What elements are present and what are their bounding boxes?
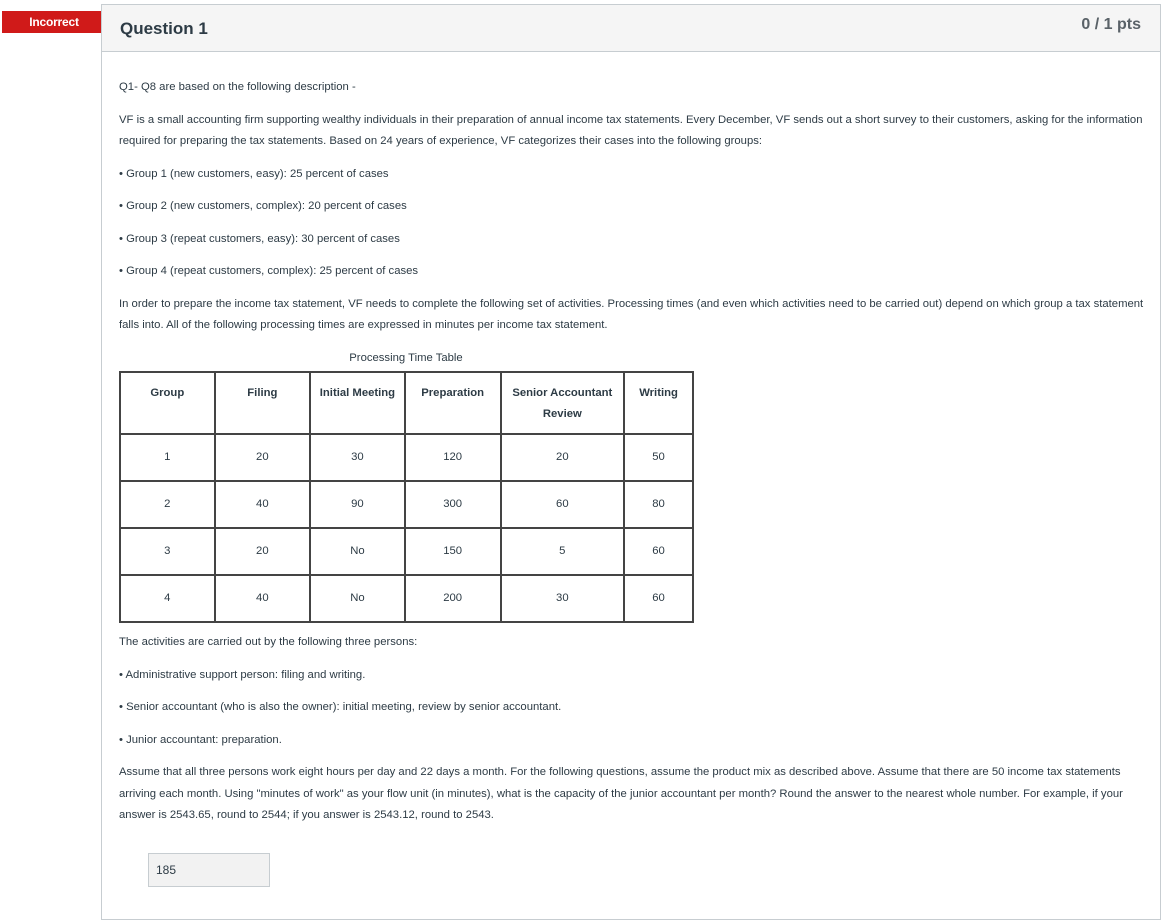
table-cell: 20 — [215, 528, 311, 575]
processing-intro-text: In order to prepare the income tax statement, VF needs to complete the following set of activities. Processing times (and even which activities need to be carried out) depend on which group a tax statement falls into. All of the following processing times are expressed in minutes per income tax statement. — [119, 297, 1144, 331]
table-header-row — [120, 372, 693, 434]
processing-time-table — [119, 371, 694, 623]
table-cell: 50 — [624, 434, 693, 481]
table-cell: No — [310, 528, 405, 575]
group-item: • Group 4 (repeat customers, complex): 25 percent of cases — [119, 265, 419, 277]
group-item: • Group 3 (repeat customers, easy): 30 percent of cases — [119, 232, 400, 245]
question-text — [119, 77, 1149, 838]
person-item: • Administrative support person: filing and writing. — [119, 668, 366, 681]
table-cell: 40 — [215, 481, 311, 528]
incorrect-flag — [2, 11, 113, 33]
table-cell: 1 — [120, 434, 215, 481]
table-cell: 3 — [120, 528, 215, 575]
table-cell: 30 — [310, 434, 405, 481]
table-cell: 300 — [405, 481, 501, 528]
table-row — [120, 528, 693, 575]
group-item: • Group 1 (new customers, easy): 25 percent of cases — [119, 167, 389, 180]
answer-input[interactable]: 185 — [148, 853, 270, 887]
question-title: Question 1 — [120, 19, 208, 38]
column-header: Preparation — [405, 372, 501, 434]
table-row — [120, 481, 693, 528]
table-cell: 120 — [405, 434, 501, 481]
table-cell: 60 — [624, 528, 693, 575]
persons-intro-text: The activities are carried out by the following three persons: — [119, 636, 418, 648]
description-text: VF is a small accounting firm supporting wealthy individuals in their preparation of annual income tax statements. Every December, VF sends out a short survey to their customers, asking for the information required for preparing the tax statements. Based on 24 years of experience, VF categorizes their cases into the following groups: — [119, 113, 1143, 147]
person-item: • Junior accountant: preparation. — [119, 733, 282, 746]
table-cell: 90 — [310, 481, 405, 528]
person-item: • Senior accountant (who is also the owner): initial meeting, review by senior accountant. — [119, 701, 562, 713]
column-header: Filing — [215, 372, 311, 434]
table-cell: 4 — [120, 575, 215, 622]
question-prompt: Assume that all three persons work eight hours per day and 22 days a month. For the following questions, assume the product mix as described above. Assume that there are 50 income tax statements arriving each month. Using "minutes of work" as your flow unit (in minutes), what is the capacity of the junior accountant per month? Round the answer to the nearest whole number. For example, if your answer is 2543.65, round to 2544; if you answer is 2543.12, round to 2543. — [119, 766, 1123, 821]
table-cell: 80 — [624, 481, 693, 528]
table-cell: 20 — [501, 434, 625, 481]
table-cell: 150 — [405, 528, 501, 575]
table-cell: 40 — [215, 575, 311, 622]
question-points: 0 / 1 pts — [1081, 16, 1141, 33]
intro-text: Q1- Q8 are based on the following description - — [119, 81, 356, 93]
table-row — [120, 434, 693, 481]
table-cell: No — [310, 575, 405, 622]
question-header — [102, 5, 1160, 52]
table-cell: 30 — [501, 575, 625, 622]
table-row — [120, 575, 693, 622]
table-cell: 200 — [405, 575, 501, 622]
column-header: Initial Meeting — [310, 372, 405, 434]
table-cell: 60 — [501, 481, 625, 528]
table-caption: Processing Time Table — [349, 351, 463, 364]
table-cell: 2 — [120, 481, 215, 528]
table-cell: 5 — [501, 528, 625, 575]
table-cell: 60 — [624, 575, 693, 622]
column-header: Group — [120, 372, 215, 434]
table-cell: 20 — [215, 434, 311, 481]
column-header: Senior Accountant Review — [501, 372, 625, 434]
incorrect-label: Incorrect — [29, 15, 79, 29]
group-item: • Group 2 (new customers, complex): 20 percent of cases — [119, 200, 407, 212]
column-header: Writing — [624, 372, 693, 434]
